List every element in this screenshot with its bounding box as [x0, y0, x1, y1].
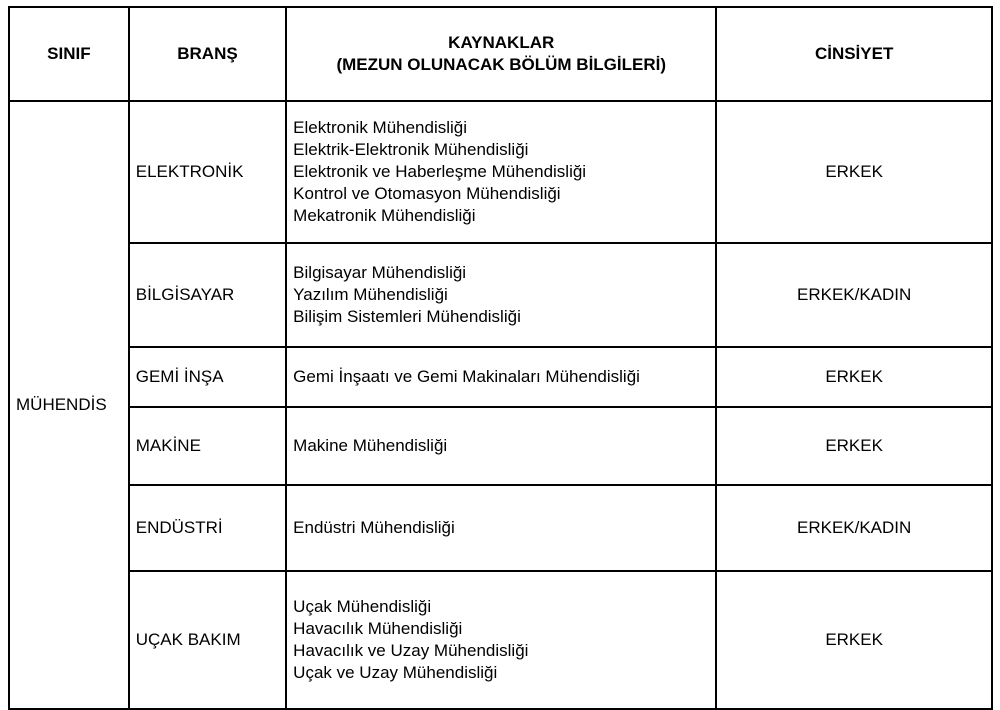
brans-cell: BİLGİSAYAR — [129, 243, 286, 347]
header-kaynaklar-subtitle: (MEZUN OLUNACAK BÖLÜM BİLGİLERİ) — [336, 55, 667, 74]
cinsiyet-cell: ERKEK — [716, 347, 992, 407]
sources-cell — [286, 101, 716, 243]
source-item: Havacılık ve Uzay Mühendisliği — [293, 641, 529, 660]
header-row — [9, 7, 992, 101]
header-brans: BRANŞ — [129, 7, 286, 101]
sources-cell — [286, 571, 716, 709]
table-row — [9, 101, 992, 243]
cinsiyet-cell: ERKEK/KADIN — [716, 485, 992, 571]
sources-cell — [286, 243, 716, 347]
table-row — [9, 485, 992, 571]
source-item: Elektrik-Elektronik Mühendisliği — [293, 140, 529, 159]
table-row — [9, 571, 992, 709]
sinif-cell: MÜHENDİS — [9, 101, 129, 709]
source-item: Yazılım Mühendisliği — [293, 285, 448, 304]
cinsiyet-cell: ERKEK — [716, 407, 992, 485]
source-item: Havacılık Mühendisliği — [293, 619, 463, 638]
source-item: Bilgisayar Mühendisliği — [293, 263, 467, 282]
source-item: Uçak ve Uzay Mühendisliği — [293, 663, 498, 682]
cinsiyet-cell: ERKEK — [716, 571, 992, 709]
branch-sources-table — [8, 6, 993, 710]
table-row — [9, 407, 992, 485]
header-cinsiyet: CİNSİYET — [716, 7, 992, 101]
sources-cell — [286, 347, 716, 407]
source-item: Endüstri Mühendisliği — [293, 518, 455, 537]
source-item: Mekatronik Mühendisliği — [293, 206, 476, 225]
source-item: Makine Mühendisliği — [293, 436, 448, 455]
table-row — [9, 347, 992, 407]
brans-cell: MAKİNE — [129, 407, 286, 485]
source-item: Gemi İnşaatı ve Gemi Makinaları Mühendisliği — [293, 367, 640, 386]
table-row — [9, 243, 992, 347]
brans-cell: UÇAK BAKIM — [129, 571, 286, 709]
source-item: Uçak Mühendisliği — [293, 597, 432, 616]
cinsiyet-cell: ERKEK/KADIN — [716, 243, 992, 347]
source-item: Kontrol ve Otomasyon Mühendisliği — [293, 184, 561, 203]
brans-cell: ELEKTRONİK — [129, 101, 286, 243]
source-item: Bilişim Sistemleri Mühendisliği — [293, 307, 521, 326]
source-item: Elektronik Mühendisliği — [293, 118, 468, 137]
brans-cell: ENDÜSTRİ — [129, 485, 286, 571]
source-item: Elektronik ve Haberleşme Mühendisliği — [293, 162, 587, 181]
cinsiyet-cell: ERKEK — [716, 101, 992, 243]
header-kaynaklar — [286, 7, 716, 101]
sources-cell — [286, 407, 716, 485]
sources-cell — [286, 485, 716, 571]
brans-cell: GEMİ İNŞA — [129, 347, 286, 407]
header-kaynaklar-title: KAYNAKLAR — [448, 33, 555, 52]
header-sinif: SINIF — [9, 7, 129, 101]
